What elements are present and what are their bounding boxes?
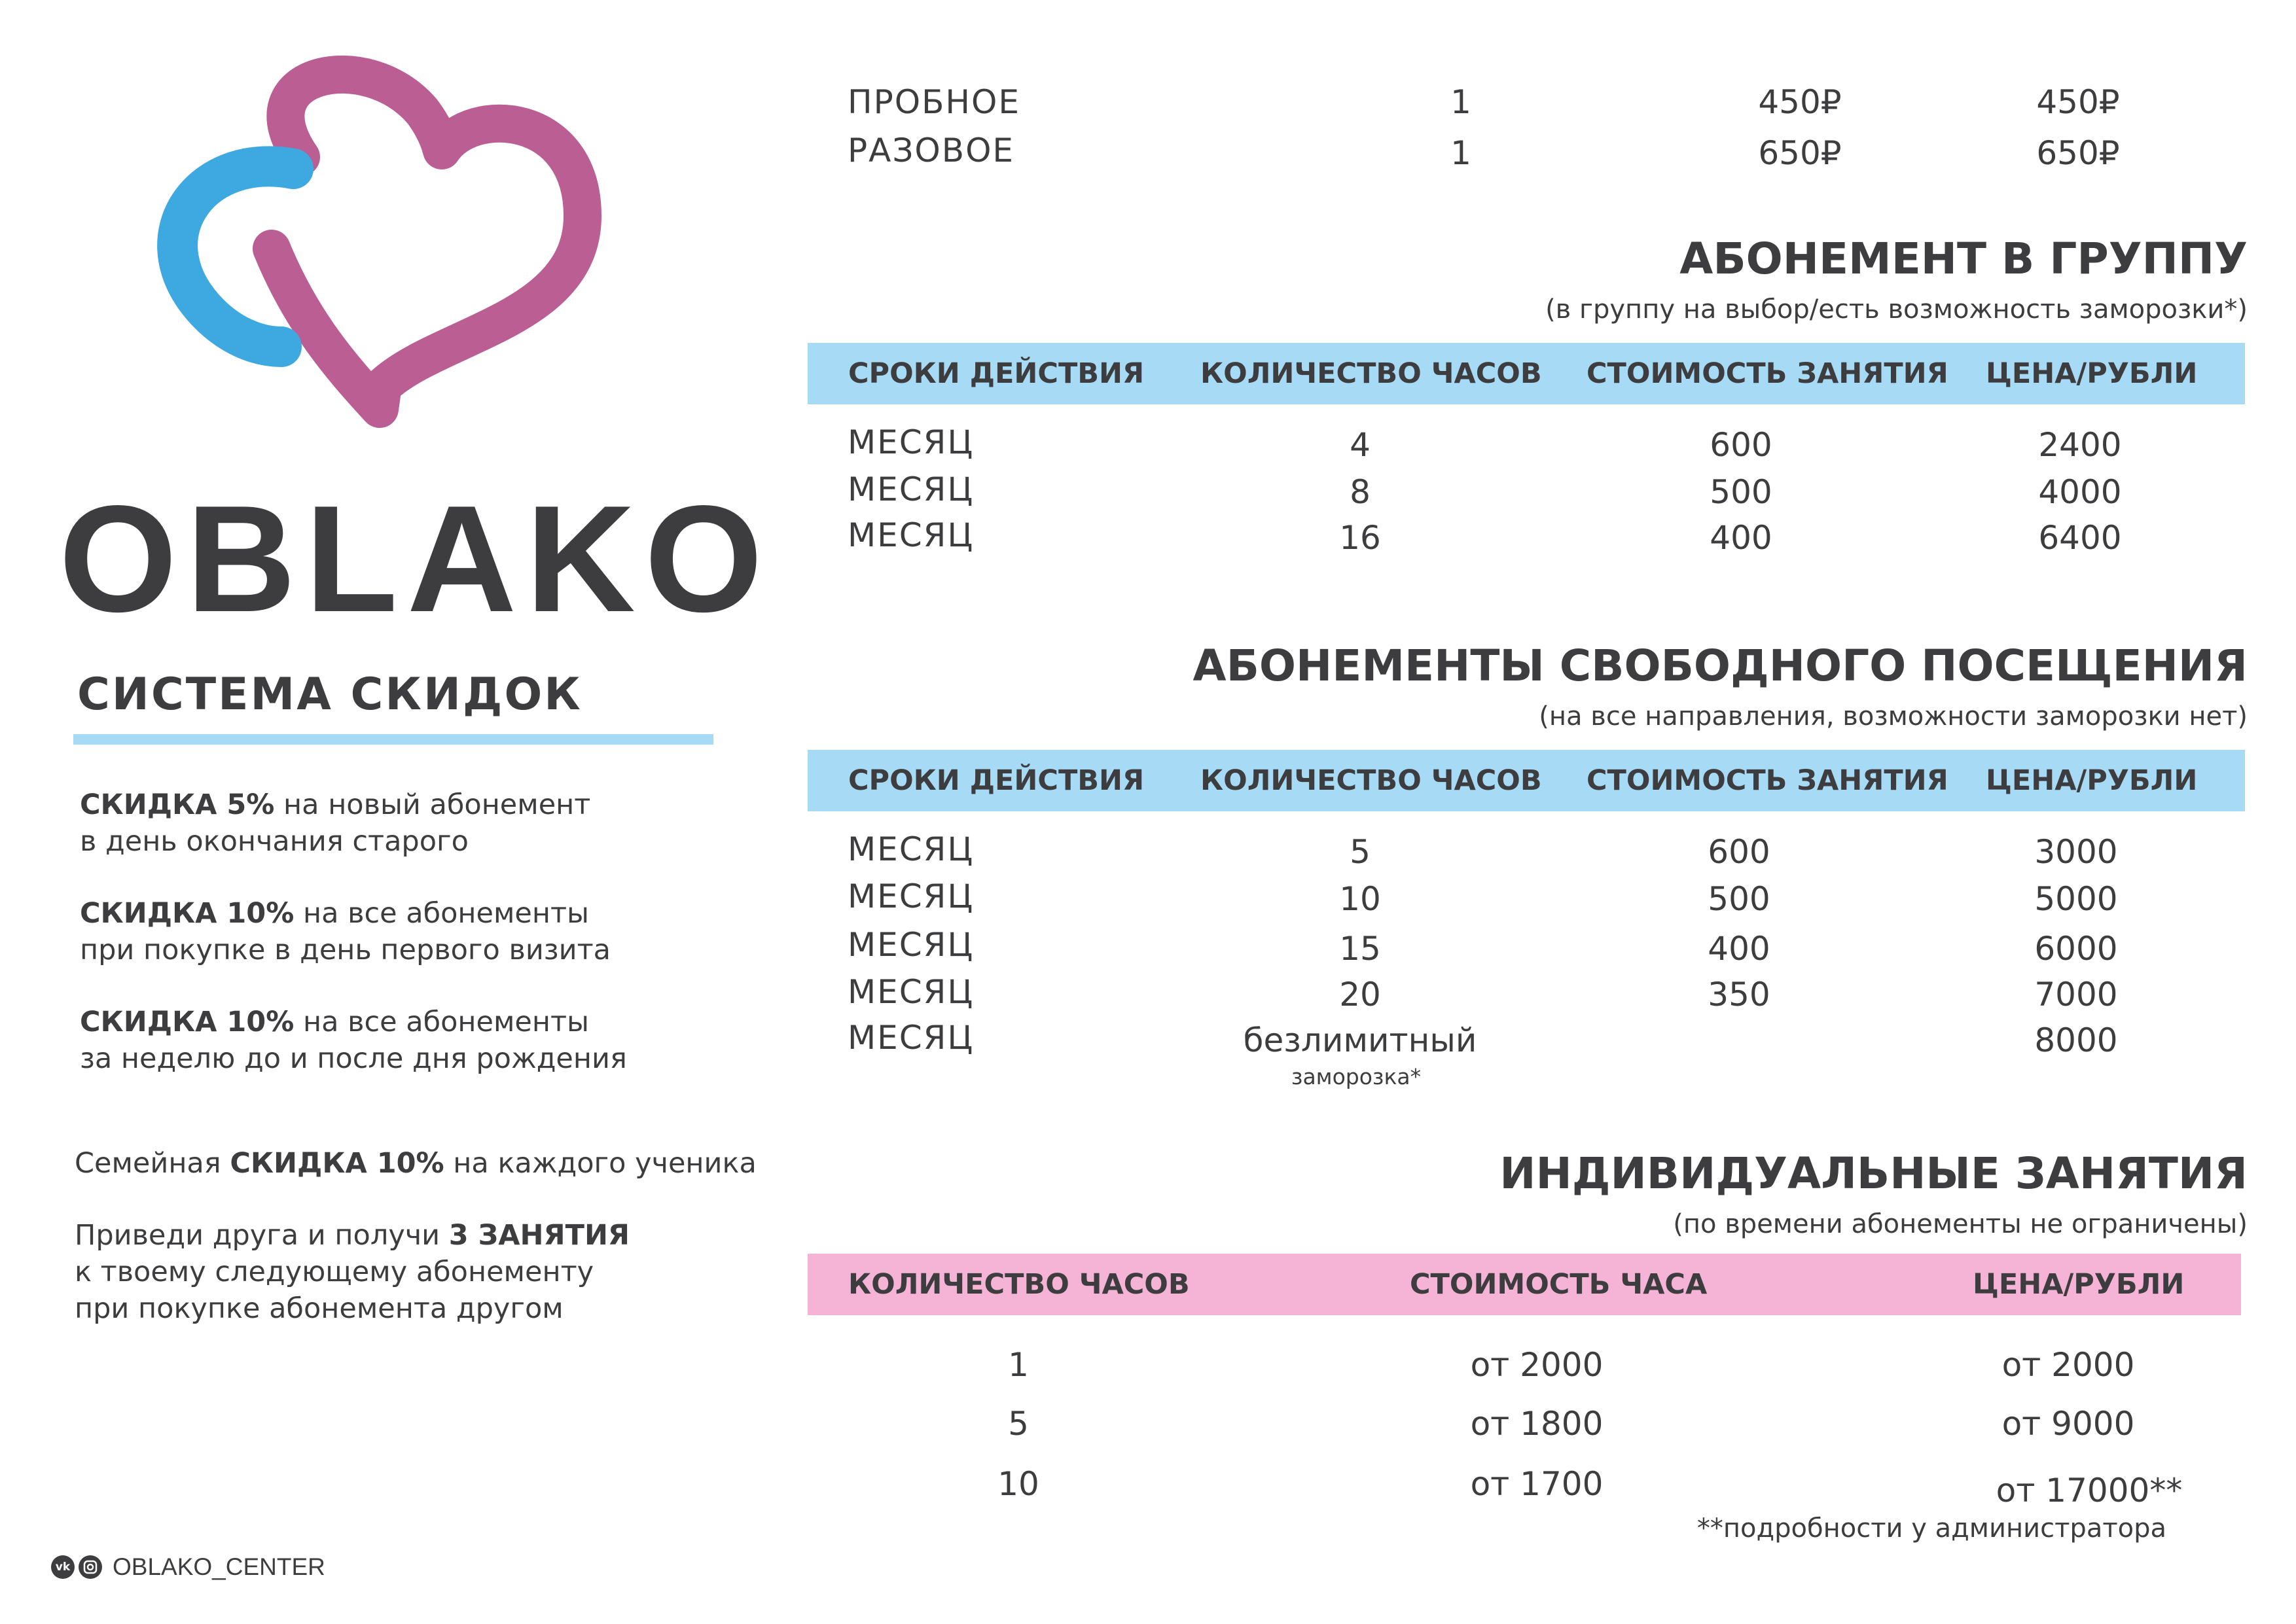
- table-row-price: 6400: [2038, 519, 2122, 557]
- table-row-price: от 9000: [2001, 1405, 2135, 1443]
- table-row-hours: 5: [1008, 1405, 1029, 1443]
- header-hours: КОЛИЧЕСТВО ЧАСОВ: [1200, 357, 1542, 390]
- table-row-lesson: 600: [1708, 833, 1770, 871]
- header-period: СРОКИ ДЕЙСТВИЯ: [848, 357, 1145, 390]
- table-row-hours: безлимитный: [1243, 1021, 1477, 1059]
- individual-table-header: [808, 1254, 2241, 1315]
- logo-heart-shape: [272, 75, 583, 409]
- single-visit-label: ПРОБНОЕ: [848, 83, 1020, 121]
- header-hours: КОЛИЧЕСТВО ЧАСОВ: [1200, 764, 1542, 797]
- table-row-price: от 17000**: [1996, 1472, 2183, 1509]
- discount-item: [80, 786, 721, 860]
- brand-logo-text: OBLAKO: [59, 474, 772, 644]
- vk-icon[interactable]: vk: [51, 1555, 75, 1579]
- table-row-hour-price: от 1800: [1470, 1405, 1604, 1443]
- table-row-lesson: 400: [1710, 519, 1772, 557]
- discount-text: в день окончания старого: [80, 825, 469, 858]
- discount-item: [80, 1004, 721, 1077]
- table-row-period: МЕСЯЦ: [848, 926, 975, 964]
- table-row-period: МЕСЯЦ: [848, 1019, 975, 1057]
- title-underline: [73, 734, 713, 745]
- discount-text: на все абонементы: [294, 897, 589, 930]
- table-row-hours: 8: [1350, 473, 1371, 511]
- unlimited-freeze-note: заморозка*: [1291, 1064, 1422, 1089]
- table-row-price: 2400: [2038, 426, 2122, 464]
- header-price: ЦЕНА/РУБЛИ: [1973, 1268, 2185, 1301]
- free-section-title: АБОНЕМЕНТЫ СВОБОДНОГО ПОСЕЩЕНИЯ: [1193, 641, 2248, 691]
- table-row-hours: 15: [1339, 930, 1381, 968]
- discount-text: на все абонементы: [294, 1006, 589, 1038]
- table-row-lesson: 350: [1708, 976, 1770, 1014]
- table-row-period: МЕСЯЦ: [848, 516, 975, 554]
- table-row-period: МЕСЯЦ: [848, 470, 975, 508]
- table-row-price: 7000: [2034, 976, 2118, 1014]
- table-row-hours: 10: [997, 1465, 1039, 1503]
- discount-text: на каждого ученика: [444, 1147, 757, 1180]
- table-row-price: 4000: [2038, 473, 2122, 511]
- family-discount: [75, 1145, 757, 1182]
- single-visit-label: РАЗОВОЕ: [848, 132, 1015, 169]
- table-row-lesson: 600: [1710, 426, 1772, 464]
- table-row-period: МЕСЯЦ: [848, 423, 975, 461]
- discount-highlight: СКИДКА 10%: [80, 1006, 295, 1038]
- single-visit-hours: 1: [1450, 83, 1471, 121]
- table-row-hours: 10: [1339, 880, 1381, 918]
- social-links: [51, 1551, 325, 1583]
- table-row-period: МЕСЯЦ: [848, 877, 975, 915]
- single-visit-price: 450₽: [2036, 83, 2120, 121]
- table-row-hours: 16: [1339, 519, 1381, 557]
- oblako-logo-icon: [124, 46, 635, 451]
- table-row-price: 5000: [2034, 880, 2118, 918]
- table-row-hour-price: от 2000: [1470, 1346, 1604, 1384]
- table-row-price: от 2000: [2001, 1346, 2135, 1384]
- table-row-period: МЕСЯЦ: [848, 830, 975, 868]
- header-hour-price: СТОИМОСТЬ ЧАСА: [1410, 1268, 1708, 1301]
- discount-text: Приведи друга и получи: [75, 1219, 449, 1252]
- discount-highlight: 3 ЗАНЯТИЯ: [448, 1219, 630, 1252]
- discount-highlight: СКИДКА 5%: [80, 788, 275, 821]
- table-row-price: 8000: [2034, 1021, 2118, 1059]
- discount-highlight: СКИДКА 10%: [230, 1147, 444, 1180]
- discount-text: при покупке в день первого визита: [80, 934, 611, 966]
- header-price: ЦЕНА/РУБЛИ: [1986, 764, 2198, 797]
- social-handle[interactable]: OBLAKO_CENTER: [113, 1553, 325, 1580]
- individual-section-title: ИНДИВИДУАЛЬНЫЕ ЗАНЯТИЯ: [1499, 1148, 2248, 1199]
- group-table-header: [808, 343, 2245, 404]
- table-row-period: МЕСЯЦ: [848, 973, 975, 1011]
- group-section-subtitle: (в группу на выбор/есть возможность заморозки*): [1545, 294, 2248, 325]
- discount-section-title: СИСТЕМА СКИДОК: [77, 669, 583, 720]
- table-row-price: 3000: [2034, 833, 2118, 871]
- individual-section-subtitle: (по времени абонементы не ограничены): [1673, 1209, 2248, 1239]
- discount-text: к твоему следующему абонементу: [75, 1256, 594, 1288]
- single-visit-lesson-price: 450₽: [1758, 83, 1842, 121]
- table-row-price: 6000: [2034, 930, 2118, 968]
- single-visit-hours: 1: [1450, 134, 1471, 172]
- table-row-lesson: 500: [1710, 473, 1772, 511]
- table-row-hours: 5: [1350, 833, 1371, 871]
- instagram-icon[interactable]: [79, 1555, 102, 1579]
- header-price: ЦЕНА/РУБЛИ: [1986, 357, 2198, 390]
- discount-item: [80, 895, 721, 968]
- table-row-hour-price: от 1700: [1470, 1465, 1604, 1503]
- table-row-lesson: 500: [1708, 880, 1770, 918]
- free-section-subtitle: (на все направления, возможности заморозки нет): [1539, 701, 2248, 732]
- table-row-lesson: 400: [1708, 930, 1770, 968]
- header-lesson-price: СТОИМОСТЬ ЗАНЯТИЯ: [1587, 357, 1948, 390]
- header-hours: КОЛИЧЕСТВО ЧАСОВ: [848, 1268, 1190, 1301]
- table-row-hours: 20: [1339, 976, 1381, 1014]
- table-row-hours: 1: [1008, 1346, 1029, 1384]
- single-visit-lesson-price: 650₽: [1758, 134, 1842, 172]
- discount-highlight: СКИДКА 10%: [80, 897, 295, 930]
- header-period: СРОКИ ДЕЙСТВИЯ: [848, 764, 1145, 797]
- admin-footnote: **подробности у администратора: [1696, 1513, 2166, 1544]
- free-table-header: [808, 750, 2245, 811]
- discount-text: при покупке абонемента другом: [75, 1292, 564, 1325]
- group-section-title: АБОНЕМЕНТ В ГРУППУ: [1679, 234, 2248, 284]
- table-row-hours: 4: [1350, 426, 1371, 464]
- header-lesson-price: СТОИМОСТЬ ЗАНЯТИЯ: [1587, 764, 1948, 797]
- discount-text: за неделю до и после дня рождения: [80, 1042, 627, 1075]
- discount-text: Семейная: [75, 1147, 230, 1180]
- discount-text: на новый абонемент: [274, 788, 591, 821]
- single-visit-price: 650₽: [2036, 134, 2120, 172]
- friend-referral: [75, 1217, 716, 1327]
